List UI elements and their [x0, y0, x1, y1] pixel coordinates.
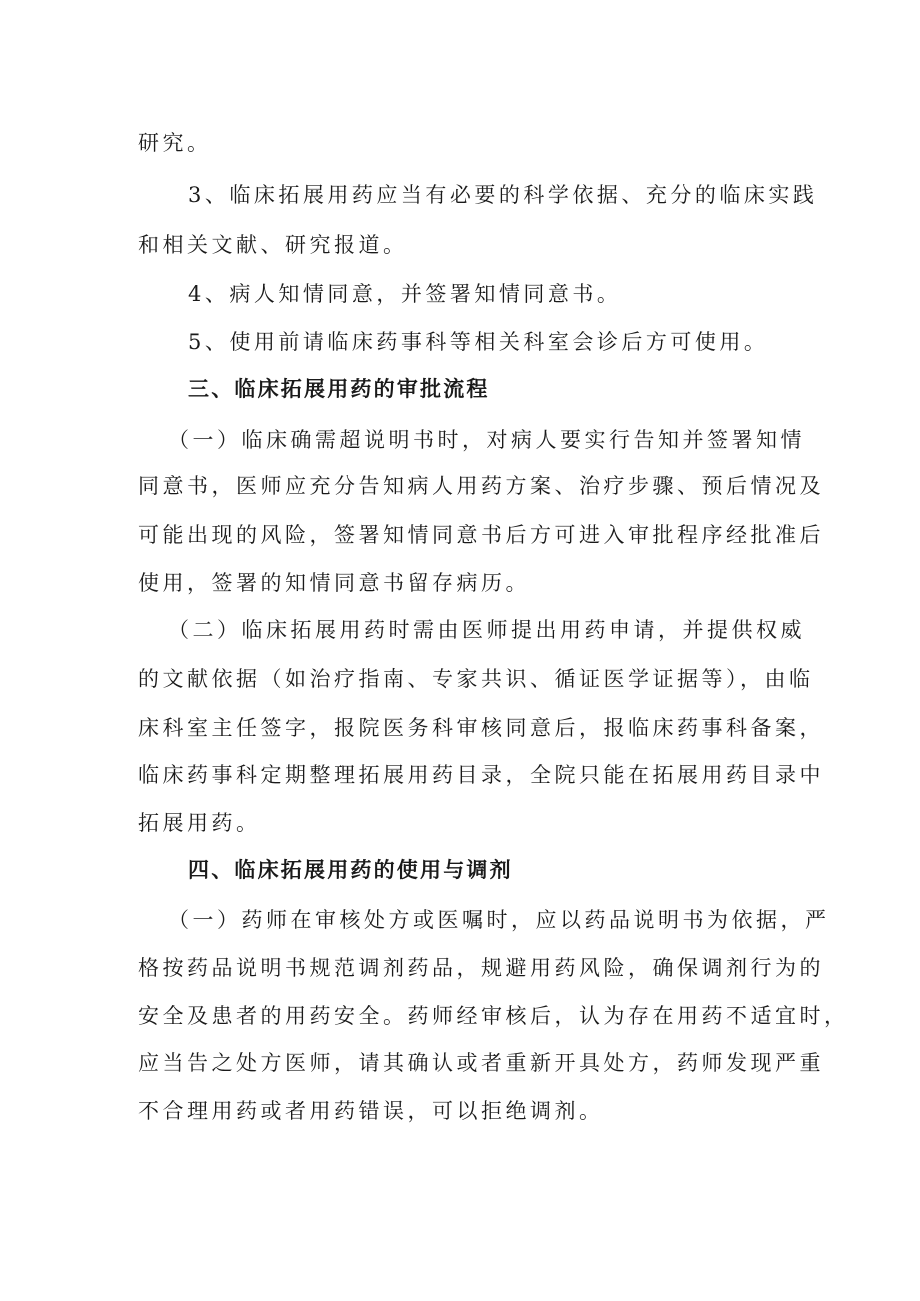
text-line: 使用，签署的知情同意书留存病历。: [138, 571, 530, 595]
text-line: 可能出现的风险，签署知情同意书后方可进入审批程序经批准后: [138, 523, 824, 547]
text-line: 应当告之处方医师，请其确认或者重新开具处方，药师发现严重: [138, 1051, 824, 1075]
text-line: 不合理用药或者用药错误，可以拒绝调剂。: [138, 1099, 604, 1123]
text-line: 4、病人知情同意，并签署知情同意书。: [188, 282, 622, 306]
text-line: 5、使用前请临床药事科等相关科室会诊后方可使用。: [188, 330, 769, 354]
text-line: 拓展用药。: [138, 811, 261, 835]
text-line: 同意书，医师应充分告知病人用药方案、治疗步骤、预后情况及: [138, 474, 824, 498]
text-line: （二）临床拓展用药时需由医师提出用药申请，并提供权威: [168, 618, 805, 642]
text-line: 研究。: [138, 131, 212, 155]
text-line: （一）临床确需超说明书时，对病人要实行告知并签署知情: [168, 428, 805, 452]
section-heading: 四、临床拓展用药的使用与调剂: [188, 858, 513, 882]
section-heading: 三、临床拓展用药的审批流程: [188, 377, 490, 401]
text-line: 安全及患者的用药安全。药师经审核后，认为存在用药不适宜时，: [138, 1004, 849, 1028]
text-line: 床科室主任签字，报院医务科审核同意后，报临床药事科备案，: [138, 716, 824, 740]
text-line: 的文献依据（如治疗指南、专家共识、循证医学证据等），由临: [138, 667, 814, 691]
text-line: 3、临床拓展用药应当有必要的科学依据、充分的临床实践: [188, 183, 818, 207]
text-line: 临床药事科定期整理拓展用药目录，全院只能在拓展用药目录中: [138, 763, 824, 787]
text-line: （一）药师在审核处方或医嘱时，应以药品说明书为依据，严: [168, 908, 830, 932]
text-line: 格按药品说明书规范调剂药品，规避用药风险，确保调剂行为的: [138, 956, 824, 980]
text-line: 和相关文献、研究报道。: [138, 233, 408, 257]
